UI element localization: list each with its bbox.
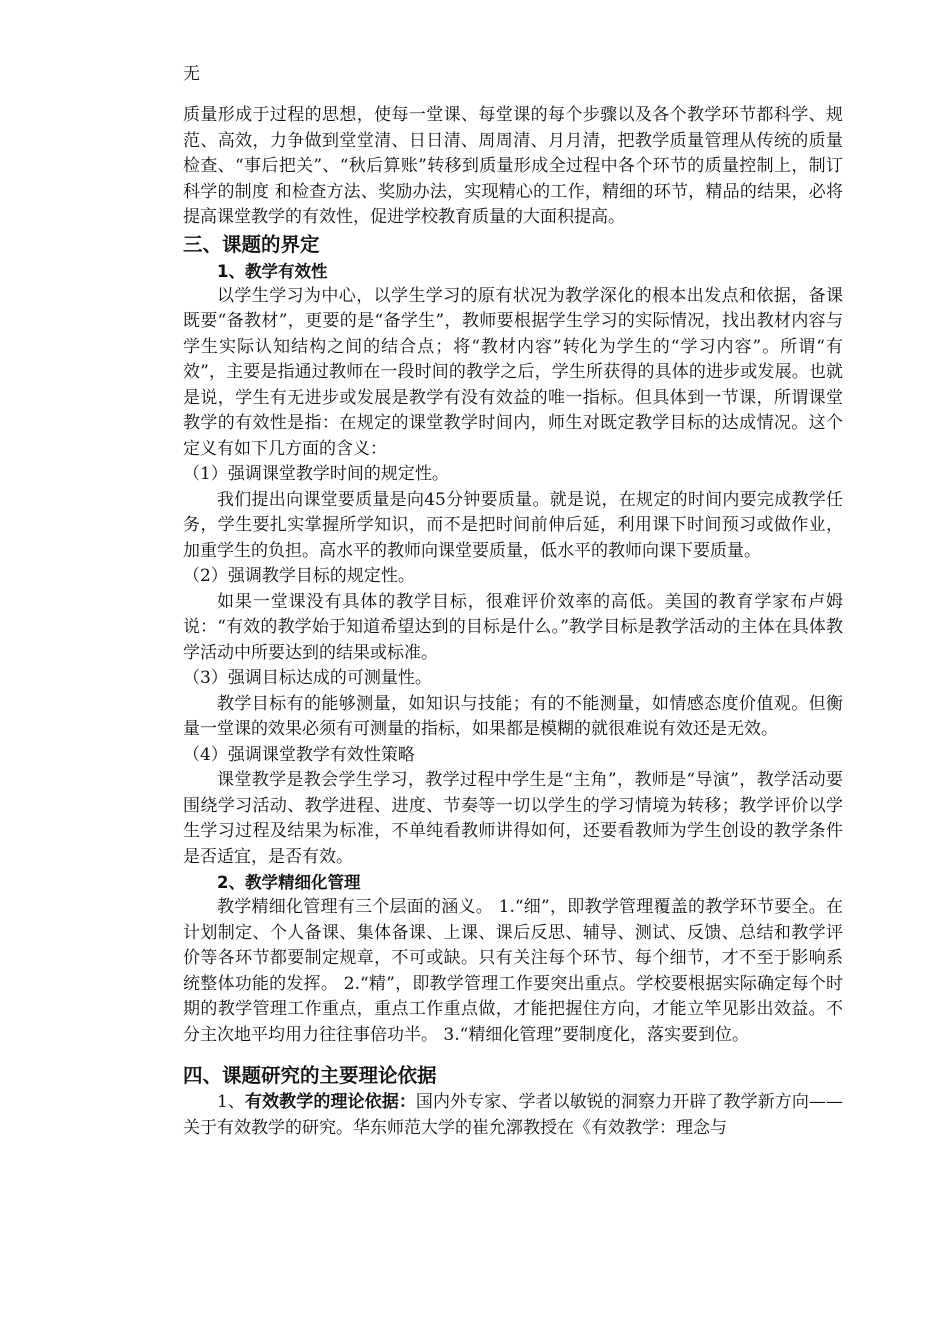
paragraph: 教学精细化管理有三个层面的涵义。 1.“细”，即教学管理覆盖的教学环节要全。在计划制定、个人备课、集体备课、上课、课后反思、辅导、测试、反馈、总结和教学评价等各环节都要制定规章，不可或缺。只有关注每个环节、每个细节，才不至于影响系统整体功能的发挥。 2.“精”，即教学管理工作要突出重点。学校要根据实际确定每个时期的教学管理工作重点，重点工作重点做，才能把握住方向，才能立竿见影出效益。不分主次地平均用力往往事倍功半。 3.“精细化管理”要制度化，落实要到位。 <box>183 897 843 1045</box>
document-body <box>183 103 843 1141</box>
paragraph: 质量形成于过程的思想，使每一堂课、每堂课的每个步骤以及各个教学环节都科学、规范、高效，力争做到堂堂清、日日清、周周清、月月清，把教学质量管理从传统的质量检查、“事后把关”、“秋后算账”转移到质量形成全过程中各个环节的质量控制上，制订科学的制度 和检查方法、奖励办法，实现精心的工作，精细的环节，精品的结果，必将提高课堂教学的有效性，促进学校教育质量的大面积提高。 <box>183 105 843 227</box>
paragraph-number: 1、 <box>217 1092 245 1112</box>
list-item: （3）强调目标达成的可测量性。 <box>183 668 432 688</box>
list-item: （1）强调课堂教学时间的规定性。 <box>183 464 449 484</box>
section-heading: 三、课题的界定 <box>183 232 320 256</box>
paragraph <box>183 1090 843 1141</box>
paragraph: 如果一堂课没有具体的教学目标，很难评价效率的高低。美国的教育学家布卢姆说：“有效的教学始于知道希望达到的目标是什么。”教学目标是教学活动的主体在具体教学活动中所要达到的结果或标准。 <box>183 591 843 663</box>
list-item: （2）强调教学目标的规定性。 <box>183 566 415 586</box>
paragraph-text: 国内外专家、学者以敏锐的洞察力开辟了教学新方向——关于有效教学的研究。华东师范大学的崔允漷教授在《有效教学：理念与 <box>183 1092 843 1138</box>
inline-heading: 有效教学的理论依据： <box>245 1092 416 1112</box>
spacer <box>183 1048 843 1062</box>
page-header: 无 <box>183 64 200 84</box>
paragraph: 课堂教学是教会学生学习，教学过程中学生是“主角”，教师是“导演”，教学活动要围绕学习活动、教学进程、进度、节奏等一切以学生的学习情境为转移；教学评价以学生学习过程及结果为标准，不单纯看教师讲得如何，还要看教师为学生创设的教学条件是否适宜，是否有效。 <box>183 770 843 867</box>
paragraph: 以学生学习为中心，以学生学习的原有状况为教学深化的根本出发点和依据，备课既要“备教材”，更要的是“备学生”，教师要根据学生学习的实际情况，找出教材内容与学生实际认知结构之间的结合点；将“教材内容”转化为学生的“学习内容”。所谓“有效”，主要是指通过教师在一段时间的教学之后，学生所获得的具体的进步或发展。也就是说，学生有无进步或发展是教学有没有效益的唯一指标。但具体到一节课，所谓课堂教学的有效性是指：在规定的课堂教学时间内，师生对既定教学目标的达成情况。这个定义有如下几方面的含义： <box>183 285 843 459</box>
section-heading: 四、课题研究的主要理论依据 <box>183 1064 437 1087</box>
paragraph: 我们提出向课堂要质量是向45分钟要质量。就是说，在规定的时间内要完成教学任务，学生要扎实掌握所学知识，而不是把时间前伸后延，利用课下时间预习或做作业，加重学生的负担。高水平的教师向课堂要质量，低水平的教师向课下要质量。 <box>183 489 843 561</box>
paragraph: 教学目标有的能够测量，如知识与技能；有的不能测量，如情感态度价值观。但衡量一堂课的效果必须有可测量的指标，如果都是模糊的就很难说有效还是无效。 <box>183 693 843 739</box>
list-item: （4）强调课堂教学有效性策略 <box>183 744 415 765</box>
subsection-heading: 1、教学有效性 <box>217 261 328 281</box>
subsection-heading: 2、教学精细化管理 <box>217 873 361 892</box>
